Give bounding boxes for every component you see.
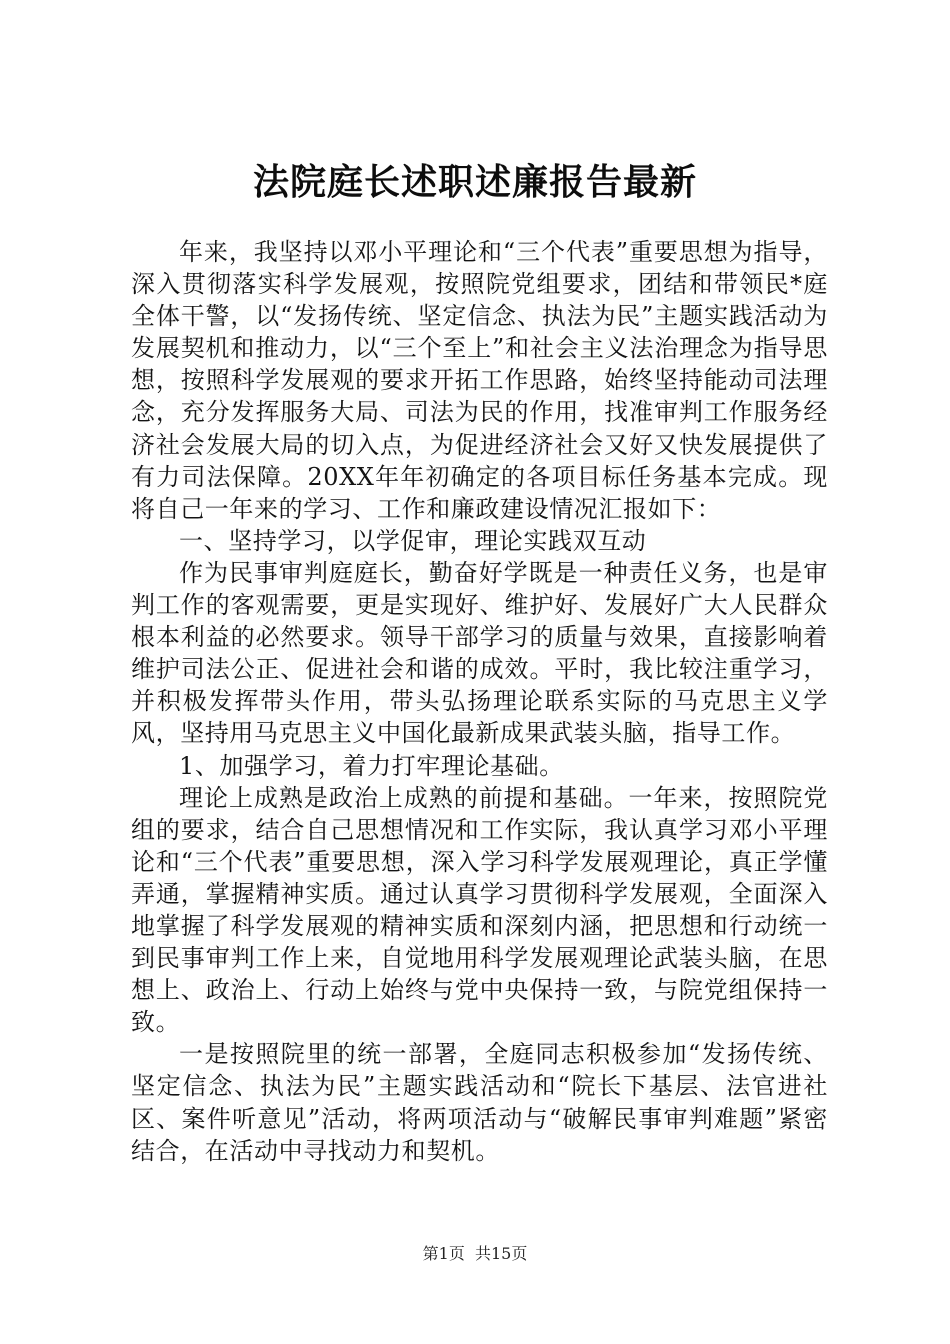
- paragraph-theory-maturity: 理论上成熟是政治上成熟的前提和基础。一年来，按照院党组的要求，结合自己思想情况和工作实际，我认真学习邓小平理论和“三个代表”重要思想，深入学习科学发展观理论，真正学懂弄通，掌握精神实质。通过认真学习贯彻科学发展观，全面深入地掌握了科学发展观的精神实质和深刻内涵，把思想和行动统一到民事审判工作上来，自觉地用科学发展观理论武装头脑，在思想上、政治上、行动上始终与党中央保持一致，与院党组保持一致。: [131, 783, 828, 1037]
- paragraph-subheading-1: 1、加强学习，着力打牢理论基础。: [179, 751, 564, 780]
- paragraph-intro: 年来，我坚持以邓小平理论和“三个代表”重要思想为指导，深入贯彻落实科学发展观，按照院党组要求，团结和带领民*庭全体干警，以“发扬传统、坚定信念、执法为民”主题实践活动为发展契机和推动力，以“三个至上”和社会主义法治理念为指导思想，按照科学发展观的要求开拓工作思路，始终坚持能动司法理念，充分发挥服务大局、司法为民的作用，找准审判工作服务经济社会发展大局的切入点，为促进经济社会又好又快发展提供了有力司法保障。20XX年年初确定的各项目标任务基本完成。现将自己一年来的学习、工作和廉政建设情况汇报如下：: [131, 238, 828, 523]
- paragraph-section-heading: 一、坚持学习，以学促审，理论实践双互动: [179, 526, 647, 555]
- page-footer: [0, 1243, 950, 1265]
- document-body: [131, 236, 828, 1167]
- paragraph-study-duty: 作为民事审判庭庭长，勤奋好学既是一种责任义务，也是审判工作的客观需要，更是实现好、维护好、发展好广大人民群众根本利益的必然要求。领导干部学习的质量与效果，直接影响着维护司法公正、促进社会和谐的成效。平时，我比较注重学习，并积极发挥带头作用，带头弘扬理论联系实际的马克思主义学风，坚持用马克思主义中国化最新成果武装头脑，指导工作。: [131, 558, 828, 748]
- page-number-label: 第1页 共15页: [422, 1244, 528, 1263]
- document-title: 法院庭长述职述廉报告最新: [252, 161, 697, 203]
- paragraph-first-point: 一是按照院里的统一部署，全庭同志积极参加“发扬传统、坚定信念、执法为民”主题实践活动和“院长下基层、法官进社区、案件听意见”活动，将两项活动与“破解民事审判难题”紧密结合，在活动中寻找动力和契机。: [131, 1040, 828, 1165]
